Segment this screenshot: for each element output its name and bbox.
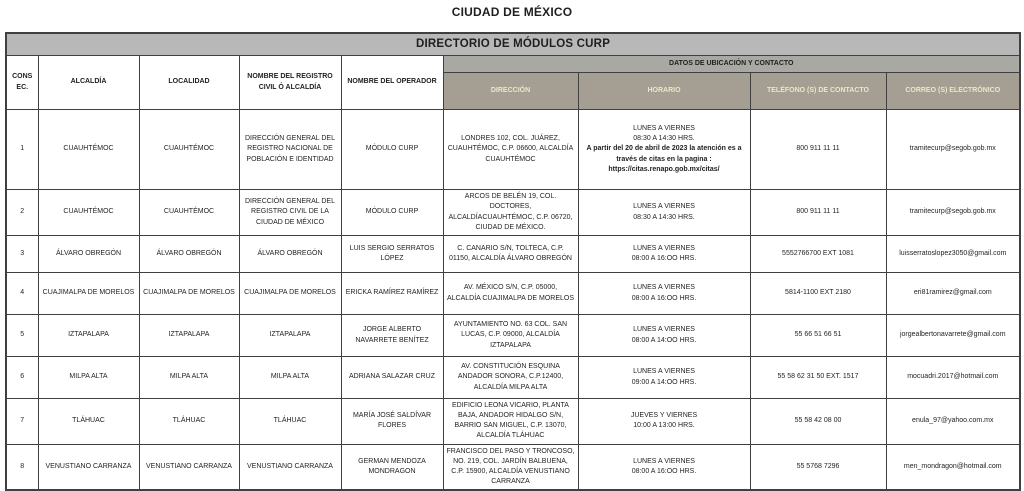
- cell-correo: men_mondragon@hotmail.com: [886, 444, 1020, 490]
- cell-correo: tramitecurp@segob.gob.mx: [886, 190, 1020, 236]
- cell-direccion: LONDRES 102, COL. JUÁREZ, CUAUHTÉMOC, C.P. 06600, ALCALDÍA CUAUHTÉMOC: [443, 110, 578, 190]
- horario-line: JUEVES Y VIERNES: [630, 412, 698, 420]
- cell-consec: 5: [6, 315, 38, 357]
- cell-operador: MARÍA JOSÉ SALDÍVAR FLORES: [341, 399, 443, 445]
- cell-registro: VENUSTIANO CARRANZA: [239, 444, 341, 490]
- horario-note: A partir del 20 de abril de 2023 la atención es a través de citas en la pagina :: [586, 145, 742, 163]
- cell-direccion: AV. CONSTITUCIÓN ESQUINA ANDADOR SONORA, C.P.12400, ALCALDÍA MILPA ALTA: [443, 357, 578, 399]
- table-row: [6, 110, 1020, 190]
- cell-localidad: ÁLVARO OBREGÓN: [139, 236, 239, 273]
- cell-operador: JORGE ALBERTO NAVARRETE BENÍTEZ: [341, 315, 443, 357]
- cell-horario: [578, 444, 750, 490]
- cell-direccion: ARCOS DE BELÉN 19, COL. DOCTORES, ALCALDÍACUAUHTÉMOC, C.P. 06720, CIUDAD DE MÉXICO.: [443, 190, 578, 236]
- cell-consec: 4: [6, 273, 38, 315]
- cell-direccion: C. CANARIO S/N, TOLTECA, C.P. 01150, ALCALDÍA ÁLVARO OBREGÓN: [443, 236, 578, 273]
- horario-line: 09:00 A 14:OO HRS.: [631, 378, 697, 386]
- col-header-localidad: LOCALIDAD: [139, 56, 239, 110]
- horario-line: 10:00 A 13:00 HRS.: [633, 422, 695, 430]
- horario-line: 08:30 A 14:30 HRS.: [633, 135, 695, 143]
- col-header-horario: HORARIO: [578, 73, 750, 110]
- table-row: [6, 273, 1020, 315]
- cell-horario: [578, 110, 750, 190]
- horario-line: 08:00 A 16:OO HRS.: [631, 255, 697, 262]
- cell-correo: eri81ramirez@gmail.com: [886, 273, 1020, 315]
- cell-consec: 2: [6, 190, 38, 236]
- cell-registro: DIRECCIÓN GENERAL DEL REGISTRO CIVIL DE LA CIUDAD DE MÉXICO: [239, 190, 341, 236]
- cell-telefono: 55 66 51 66 51: [750, 315, 886, 357]
- cell-correo: luisserratoslopez3050@gmail.com: [886, 236, 1020, 273]
- col-header-telefono: TELÉFONO (S) DE CONTACTO: [750, 73, 886, 110]
- cell-horario: [578, 315, 750, 357]
- col-header-correo: CORREO (S) ELECTRÓNICO: [886, 73, 1020, 110]
- cell-registro: DIRECCIÓN GENERAL DEL REGISTRO NACIONAL DE POBLACIÓN E IDENTIDAD: [239, 110, 341, 190]
- cell-alcaldia: MILPA ALTA: [38, 357, 139, 399]
- horario-line: LUNES A VIERNES: [633, 457, 695, 465]
- horario-line: 08:00 A 16:OO HRS.: [631, 467, 697, 475]
- cell-operador: LUIS SERGIO SERRATOS LÓPEZ: [341, 236, 443, 273]
- table-row: [6, 444, 1020, 490]
- cell-registro: IZTAPALAPA: [239, 315, 341, 357]
- cell-telefono: 55 58 42 08 00: [750, 399, 886, 445]
- cell-alcaldia: TLÁHUAC: [38, 399, 139, 445]
- cell-localidad: CUAUHTÉMOC: [139, 190, 239, 236]
- cell-horario: [578, 273, 750, 315]
- cell-operador: GERMAN MENDOZA MONDRAGON: [341, 444, 443, 490]
- cell-registro: CUAJIMALPA DE MORELOS: [239, 273, 341, 315]
- table-row: [6, 399, 1020, 445]
- col-header-registro: NOMBRE DEL REGISTRO CIVIL Ó ALCALDÍA: [239, 56, 341, 110]
- cell-correo: tramitecurp@segob.gob.mx: [886, 110, 1020, 190]
- cell-operador: MÓDULO CURP: [341, 110, 443, 190]
- cell-alcaldia: CUAJIMALPA DE MORELOS: [38, 273, 139, 315]
- cell-consec: 6: [6, 357, 38, 399]
- cell-horario: [578, 190, 750, 236]
- horario-line: LUNES A VIERNES: [633, 368, 695, 376]
- table-body: [6, 110, 1020, 491]
- cell-telefono: 5814-1100 EXT 2180: [750, 273, 886, 315]
- horario-note: https://citas.renapo.gob.mx/citas/: [608, 165, 720, 173]
- group-header-contacto: DATOS DE UBICACIÓN Y CONTACTO: [443, 56, 1020, 73]
- cell-operador: MÓDULO CURP: [341, 190, 443, 236]
- cell-localidad: CUAJIMALPA DE MORELOS: [139, 273, 239, 315]
- cell-registro: TLÁHUAC: [239, 399, 341, 445]
- cell-localidad: TLÁHUAC: [139, 399, 239, 445]
- cell-consec: 8: [6, 444, 38, 490]
- cell-registro: ÁLVARO OBREGÓN: [239, 236, 341, 273]
- horario-line: 08:00 A 16:OO HRS.: [631, 294, 697, 302]
- cell-alcaldia: CUAUHTÉMOC: [38, 110, 139, 190]
- cell-alcaldia: ÁLVARO OBREGÓN: [38, 236, 139, 273]
- table-title: DIRECTORIO DE MÓDULOS CURP: [6, 33, 1020, 56]
- cell-consec: 7: [6, 399, 38, 445]
- table-row: [6, 357, 1020, 399]
- cell-horario: [578, 399, 750, 445]
- cell-direccion: EDIFICIO LEONA VICARIO, PLANTA BAJA, ANDADOR HIDALGO S/N, BARRIO SAN MIGUEL, C.P. 13070, ALCALDÍA TLÁHUAC: [443, 399, 578, 445]
- cell-horario: [578, 236, 750, 273]
- cell-alcaldia: VENUSTIANO CARRANZA: [38, 444, 139, 490]
- horario-line: 08:30 A 14:30 HRS.: [633, 213, 695, 221]
- cell-consec: 3: [6, 236, 38, 273]
- horario-line: LUNES A VIERNES: [633, 125, 695, 133]
- cell-direccion: AV. MÉXICO S/N, C.P. 05000, ALCALDÍA CUAJIMALPA DE MORELOS: [443, 273, 578, 315]
- cell-correo: mocuadri.2017@hotmail.com: [886, 357, 1020, 399]
- table-header: [6, 33, 1020, 110]
- cell-telefono: 800 911 11 11: [750, 190, 886, 236]
- cell-telefono: 5552766700 EXT 1081: [750, 236, 886, 273]
- col-header-direccion: DIRECCIÓN: [443, 73, 578, 110]
- horario-line: LUNES A VIERNES: [633, 326, 695, 334]
- cell-direccion: AYUNTAMIENTO NO. 63 COL. SAN LUCAS, C.P. 09000, ALCALDÍA IZTAPALAPA: [443, 315, 578, 357]
- col-header-operador: NOMBRE DEL OPERADOR: [341, 56, 443, 110]
- cell-correo: enula_97@yahoo.com.mx: [886, 399, 1020, 445]
- cell-localidad: VENUSTIANO CARRANZA: [139, 444, 239, 490]
- horario-line: LUNES A VIERNES: [633, 244, 695, 252]
- cell-localidad: CUAUHTÉMOC: [139, 110, 239, 190]
- cell-operador: ADRIANA SALAZAR CRUZ: [341, 357, 443, 399]
- cell-correo: jorgealbertonavarrete@gmail.com: [886, 315, 1020, 357]
- cell-registro: MILPA ALTA: [239, 357, 341, 399]
- curp-directory-table: [5, 32, 1021, 491]
- horario-line: LUNES A VIERNES: [633, 203, 695, 211]
- cell-consec: 1: [6, 110, 38, 190]
- cell-localidad: IZTAPALAPA: [139, 315, 239, 357]
- horario-line: 08:00 A 14:OO HRS.: [631, 336, 697, 344]
- cell-direccion: FRANCISCO DEL PASO Y TRONCOSO, NO. 219, COL. JARDÍN BALBUENA, C.P. 15900, ALCALDÍA VENUSTIANO CARRANZA: [443, 444, 578, 490]
- col-header-alcaldia: ALCALDÍA: [38, 56, 139, 110]
- page-title: CIUDAD DE MÉXICO: [451, 5, 573, 19]
- cell-operador: ERICKA RAMÍREZ RAMÍREZ: [341, 273, 443, 315]
- cell-alcaldia: IZTAPALAPA: [38, 315, 139, 357]
- cell-horario: [578, 357, 750, 399]
- cell-telefono: 55 5768 7296: [750, 444, 886, 490]
- table-row: [6, 315, 1020, 357]
- cell-telefono: 55 58 62 31 50 EXT. 1517: [750, 357, 886, 399]
- horario-line: LUNES A VIERNES: [633, 284, 695, 292]
- cell-alcaldia: CUAUHTÉMOC: [38, 190, 139, 236]
- table-row: [6, 236, 1020, 273]
- table-row: [6, 190, 1020, 236]
- cell-telefono: 800 911 11 11: [750, 110, 886, 190]
- cell-localidad: MILPA ALTA: [139, 357, 239, 399]
- col-header-consec: CONSEC.: [6, 56, 38, 110]
